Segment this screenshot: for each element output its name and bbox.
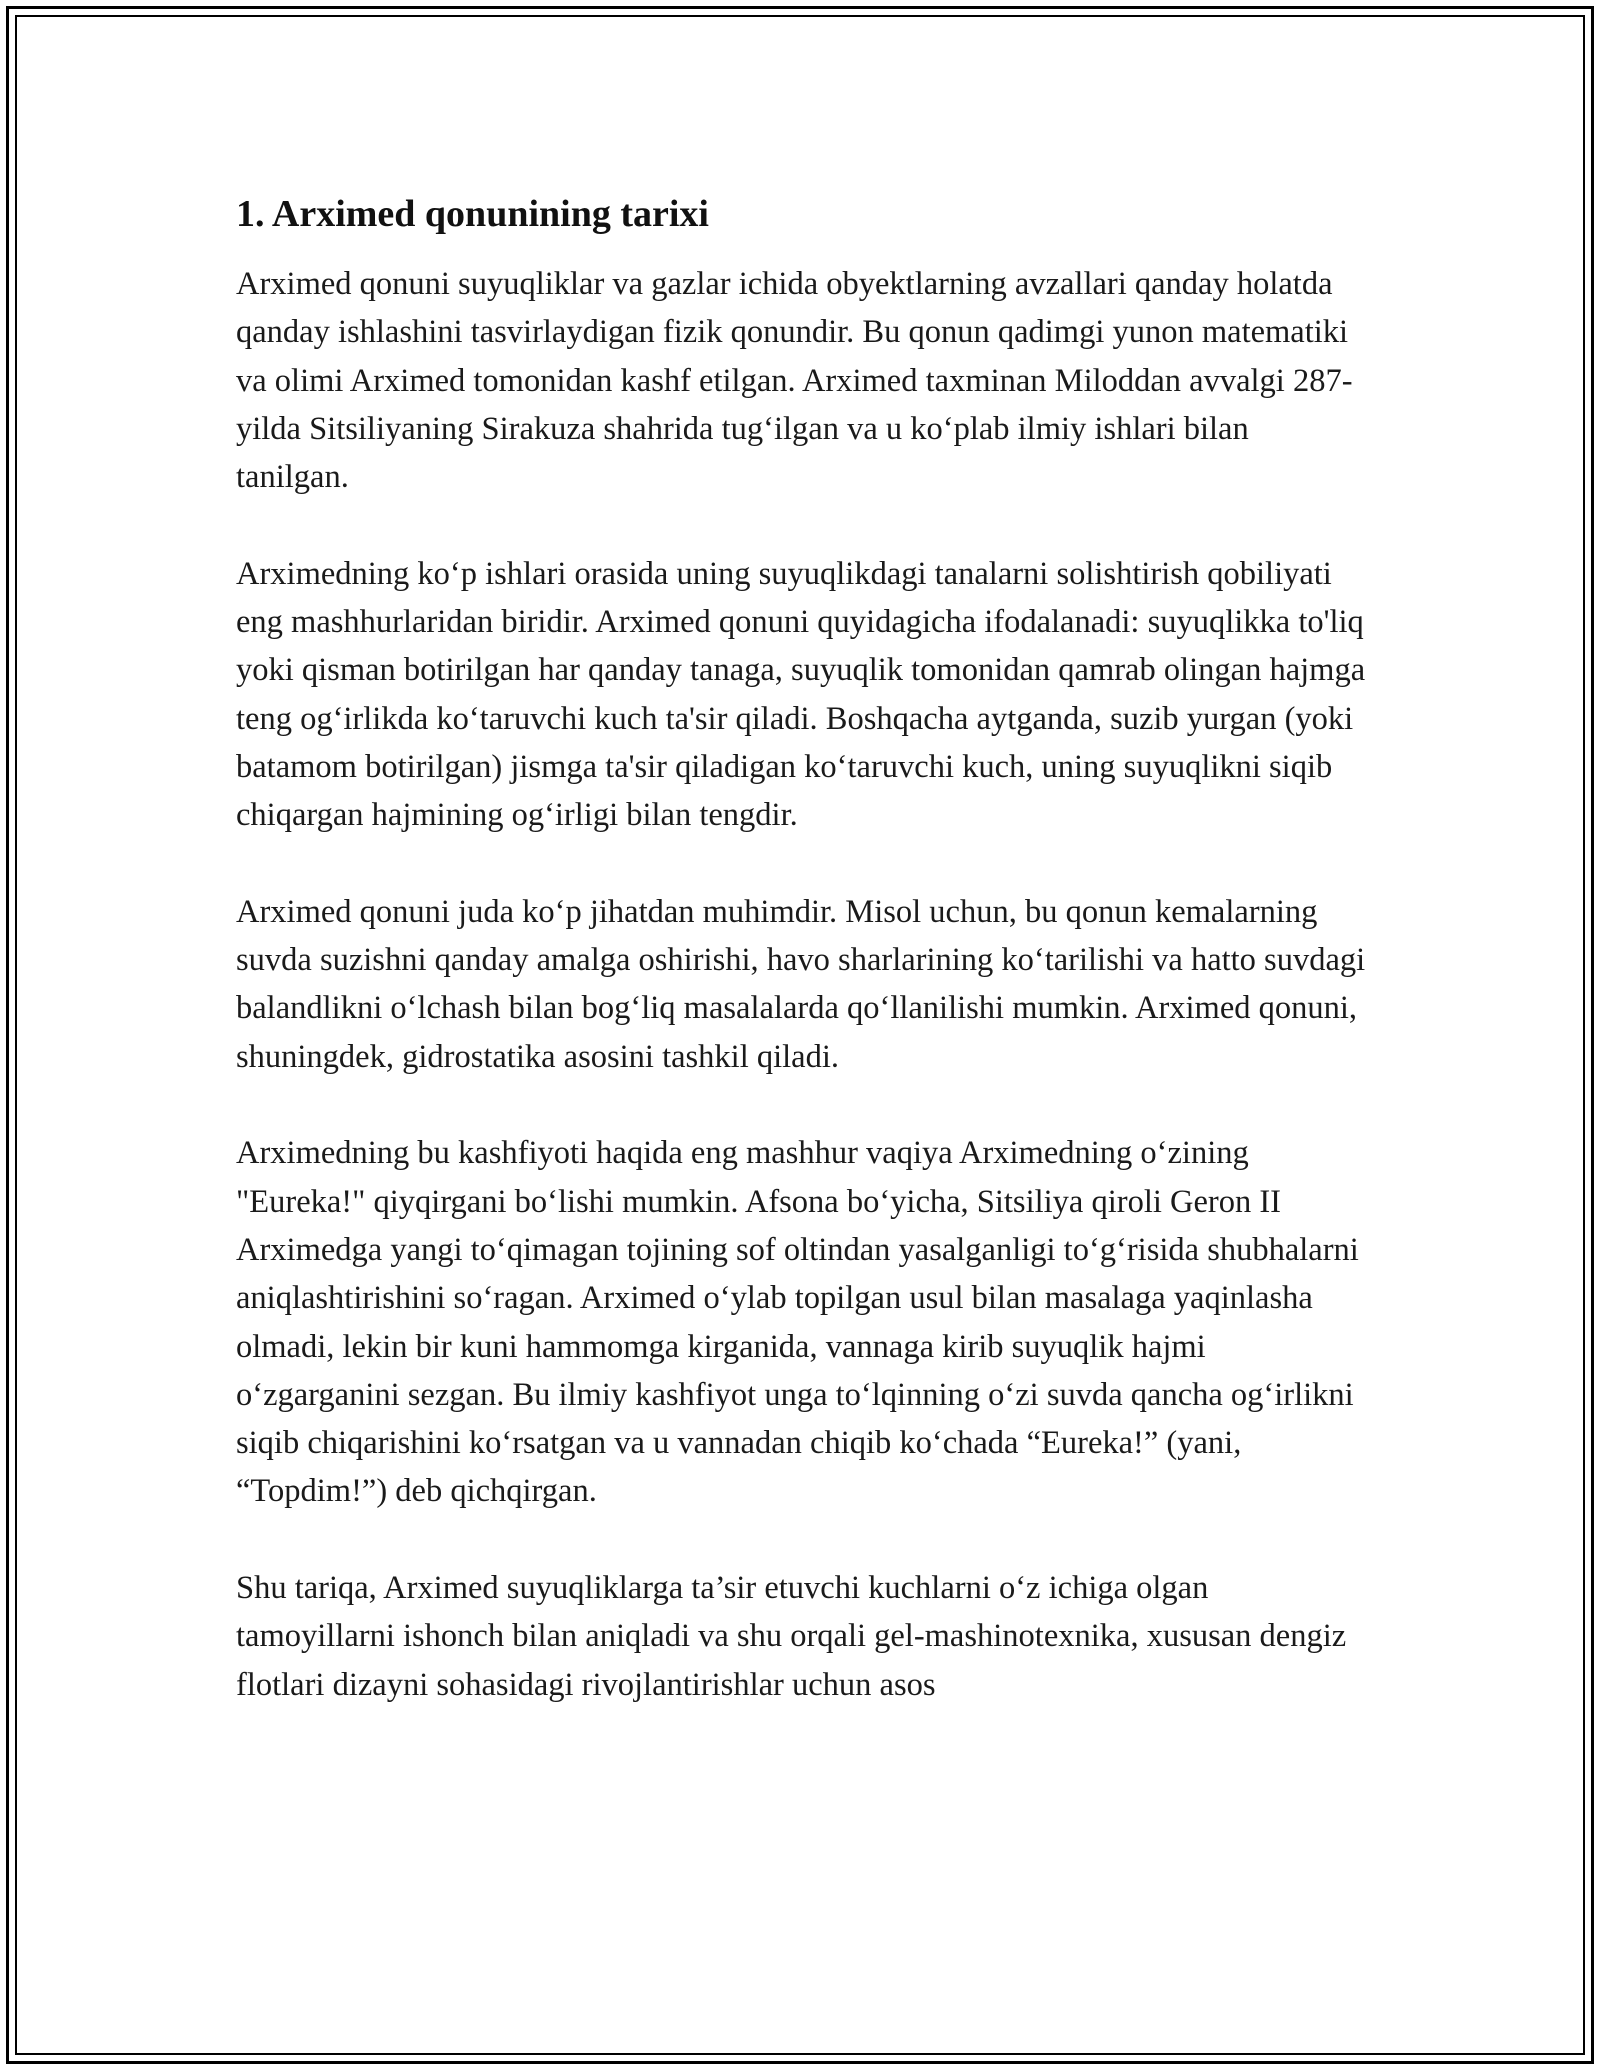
section-heading: 1. Arximed qonunining tarixi <box>236 193 709 235</box>
document-body <box>236 188 1366 1709</box>
paragraph-3: Arximed qonuni juda ko‘p jihatdan muhimdir. Misol uchun, bu qonun kemalarning suvda suzishni qanday amalga oshirishi, havo sharlarining ko‘tarilishi va hatto suvdagi balandlikni o‘lchash bilan bog‘liq masalalarda qo‘llanilishi mumkin. Arximed qonuni, shuningdek, gidrostatika asosini tashkil qiladi. <box>236 893 1366 1075</box>
paragraph-1: Arximed qonuni suyuqliklar va gazlar ichida obyektlarning avzallari qanday holatda qanday ishlashini tasvirlaydigan fizik qonundir. Bu qonun qadimgi yunon matematiki va olimi Arximed tomonidan kashf etilgan. Arximed taxminan Miloddan avvalgi 287-yilda Sitsiliyaning Sirakuza shahrida tug‘ilgan va u ko‘plab ilmiy ishlari bilan tanilgan. <box>236 266 1353 496</box>
paragraph-2: Arximedning ko‘p ishlari orasida uning suyuqlikdagi tanalarni solishtirish qobiliyati eng mashhurlaridan biridir. Arximed qonuni quyidagicha ifodalanadi: suyuqlikka to'liq yoki qisman botirilgan har qanday tanaga, suyuqlik tomonidan qamrab olingan hajmga teng og‘irlikda ko‘taruvchi kuch ta'sir qiladi. Boshqacha aytganda, suzib yurgan (yoki batamom botirilgan) jismga ta'sir qiladigan ko‘taruvchi kuch, uning suyuqlikni siqib chiqargan hajmining og‘irligi bilan tengdir. <box>236 555 1366 834</box>
paragraph-4: Arximedning bu kashfiyoti haqida eng mashhur vaqiya Arximedning o‘zining "Eureka!" qiyqirgani bo‘lishi mumkin. Afsona bo‘yicha, Sitsiliya qiroli Geron II Arximedga yangi to‘qimagan tojining sof oltindan yasalganligi to‘g‘risida shubhalarni aniqlashtirishini so‘ragan. Arximed o‘ylab topilgan usul bilan masalaga yaqinlasha olmadi, lekin bir kuni hammomga kirganida, vannaga kirib suyuqlik hajmi o‘zgarganini sezgan. Bu ilmiy kashfiyot unga to‘lqinning o‘zi suvda qancha og‘irlikni siqib chiqarishini ko‘rsatgan va u vannadan chiqib ko‘chada “Eureka!” (yani, “Topdim!”) deb qichqirgan. <box>236 1135 1359 1510</box>
paragraph-5: Shu tariqa, Arximed suyuqliklarga ta’sir etuvchi kuchlarni o‘z ichiga olgan tamoyillarni ishonch bilan aniqladi va shu orqali gel-mashinotexnika, xususan dengiz flotlari dizayni sohasidagi rivojlantirishlar uchun asos <box>236 1570 1347 1703</box>
